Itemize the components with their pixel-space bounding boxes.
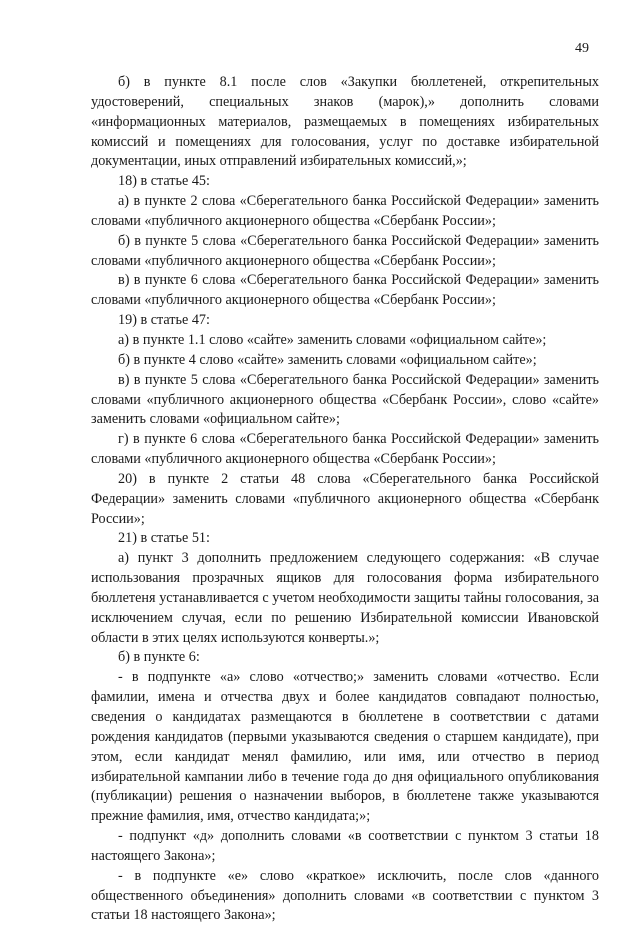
paragraph: а) в пункте 1.1 слово «сайте» заменить словами «официальном сайте»; [118,331,547,348]
paragraph: в) в пункте 5 слова «Сберегательного банка Российской Федерации» заменить словами «публичного акционерного общества «Сбербанк России», слово «сайте» заменить словами «официальном сайте»; [91,371,599,428]
paragraph: 19) в статье 47: [118,312,210,329]
paragraph: б) в пункте 4 слово «сайте» заменить словами «официальном сайте»; [118,351,537,368]
paragraph: 21) в статье 51: [118,530,210,547]
paragraph: б) в пункте 5 слова «Сберегательного банка Российской Федерации» заменить словами «публичного акционерного общества «Сбербанк России»; [91,232,599,269]
paragraph: 18) в статье 45: [118,173,210,190]
paragraph: а) в пункте 2 слова «Сберегательного банка Российской Федерации» заменить словами «публичного акционерного общества «Сбербанк России»; [91,193,599,229]
paragraph: б) в пункте 6: [118,649,200,666]
paragraph: 20) в пункте 2 статьи 48 слова «Сберегательного банка Российской Федерации» заменить словами «публичного акционерного общества «Сбербанк России»; [91,470,599,527]
paragraph: в) в пункте 6 слова «Сберегательного банка Российской Федерации» заменить словами «публичного акционерного общества «Сбербанк России»; [91,272,599,309]
page-number: 49 [575,41,589,56]
paragraph: - подпункт «д» дополнить словами «в соответствии с пунктом 3 статьи 18 настоящего Закона»; [91,828,599,864]
paragraph: г) в пункте 6 слова «Сберегательного банка Российской Федерации» заменить словами «публичного акционерного общества «Сбербанк России»; [91,431,599,468]
paragraph: - в подпункте «а» слово «отчество;» заменить словами «отчество. Если фамилии, имена и отчества двух и более кандидатов совпадают полностью, сведения о кандидатах размещаются в бюллетене в соответствии с датами рождения кандидатов (первыми указываются сведения о старшем кандидате), при этом, если кандидат менял фамилию, или имя, или отчество в период избирательной кампании либо в течение года до дня официального опубликования (публикации) решения о назначении выборов, в бюллетене также указываются прежние фамилия, имя, отчество кандидата;»; [91,669,599,825]
document-body [91,73,599,926]
paragraph: а) пункт 3 дополнить предложением следующего содержания: «В случае использования прозрачных ящиков для голосования форма избирательного бюллетеня устанавливается с учетом необходимости защиты тайны голосования, за исключением случая, если по решению Избирательной комиссии Ивановской области в этих целях используются конверты.»; [91,550,599,646]
paragraph: б) в пункте 8.1 после слов «Закупки бюллетеней, открепительных удостоверений, специальных знаков (марок),» дополнить словами «информационных материалов, размещаемых в помещениях избирательных комиссий и помещениях для голосования, услуг по доставке избирательной документации, иных отправлений избирательных комиссий,»; [91,74,599,170]
paragraph: - в подпункте «е» слово «краткое» исключить, после слов «данного общественного объединения» дополнить словами «в соответствии с пунктом 3 статьи 18 настоящего Закона»; [91,867,599,924]
